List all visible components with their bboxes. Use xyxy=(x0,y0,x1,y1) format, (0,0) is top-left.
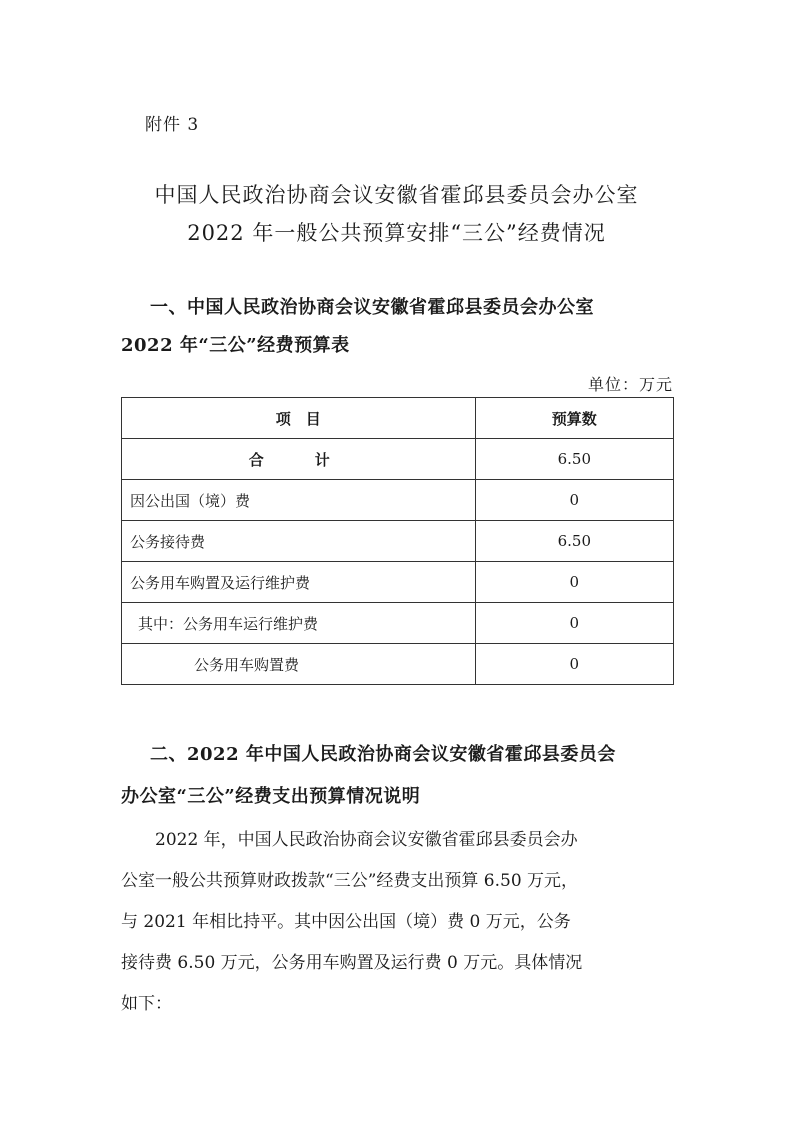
paragraph-line: 公室一般公共预算财政拨款“三公”经费支出预算 6.50 万元， xyxy=(121,871,579,891)
body-paragraph xyxy=(121,820,676,1025)
row-value: 0 xyxy=(475,562,673,603)
attachment-label: 附件 3 xyxy=(145,115,200,135)
unit-label: 单位：万元 xyxy=(587,375,673,394)
row-value: 0 xyxy=(475,480,673,521)
row-label: 其中：公务用车运行维护费 xyxy=(122,603,476,644)
row-label: 公务用车购置及运行维护费 xyxy=(122,562,476,603)
header-value: 预算数 xyxy=(475,398,673,439)
section-2-heading-line-2: 办公室“三公”经费支出预算情况说明 xyxy=(121,786,421,807)
table-row xyxy=(122,562,674,603)
row-value: 6.50 xyxy=(475,521,673,562)
paragraph-line: 如下： xyxy=(121,994,172,1014)
table-row xyxy=(122,603,674,644)
document-title-line-2: 2022 年一般公共预算安排“三公”经费情况 xyxy=(187,221,606,245)
section-1-heading-line-2: 2022 年“三公”经费预算表 xyxy=(121,335,350,356)
row-label-total: 合 计 xyxy=(122,439,476,480)
budget-table xyxy=(121,397,674,685)
section-1-heading-line-1: 一、中国人民政治协商会议安徽省霍邱县委员会办公室 xyxy=(150,297,594,318)
row-label: 因公出国（境）费 xyxy=(122,480,476,521)
table-row xyxy=(122,480,674,521)
document-title-line-1: 中国人民政治协商会议安徽省霍邱县委员会办公室 xyxy=(154,183,639,207)
paragraph-line: 接待费 6.50 万元，公务用车购置及运行费 0 万元。具体情况 xyxy=(121,953,583,973)
row-label: 公务用车购置费 xyxy=(122,644,476,685)
paragraph-line: 2022 年，中国人民政治协商会议安徽省霍邱县委员会办 xyxy=(155,830,578,850)
table-row xyxy=(122,439,674,480)
table-row xyxy=(122,644,674,685)
row-value: 0 xyxy=(475,603,673,644)
row-value-total: 6.50 xyxy=(475,439,673,480)
table-row xyxy=(122,521,674,562)
row-value: 0 xyxy=(475,644,673,685)
header-item: 项 目 xyxy=(122,398,476,439)
paragraph-line: 与 2021 年相比持平。其中因公出国（境）费 0 万元，公务 xyxy=(121,912,571,932)
section-2-heading-line-1: 二、2022 年中国人民政治协商会议安徽省霍邱县委员会 xyxy=(150,744,616,765)
row-label: 公务接待费 xyxy=(122,521,476,562)
table-header-row xyxy=(122,398,674,439)
